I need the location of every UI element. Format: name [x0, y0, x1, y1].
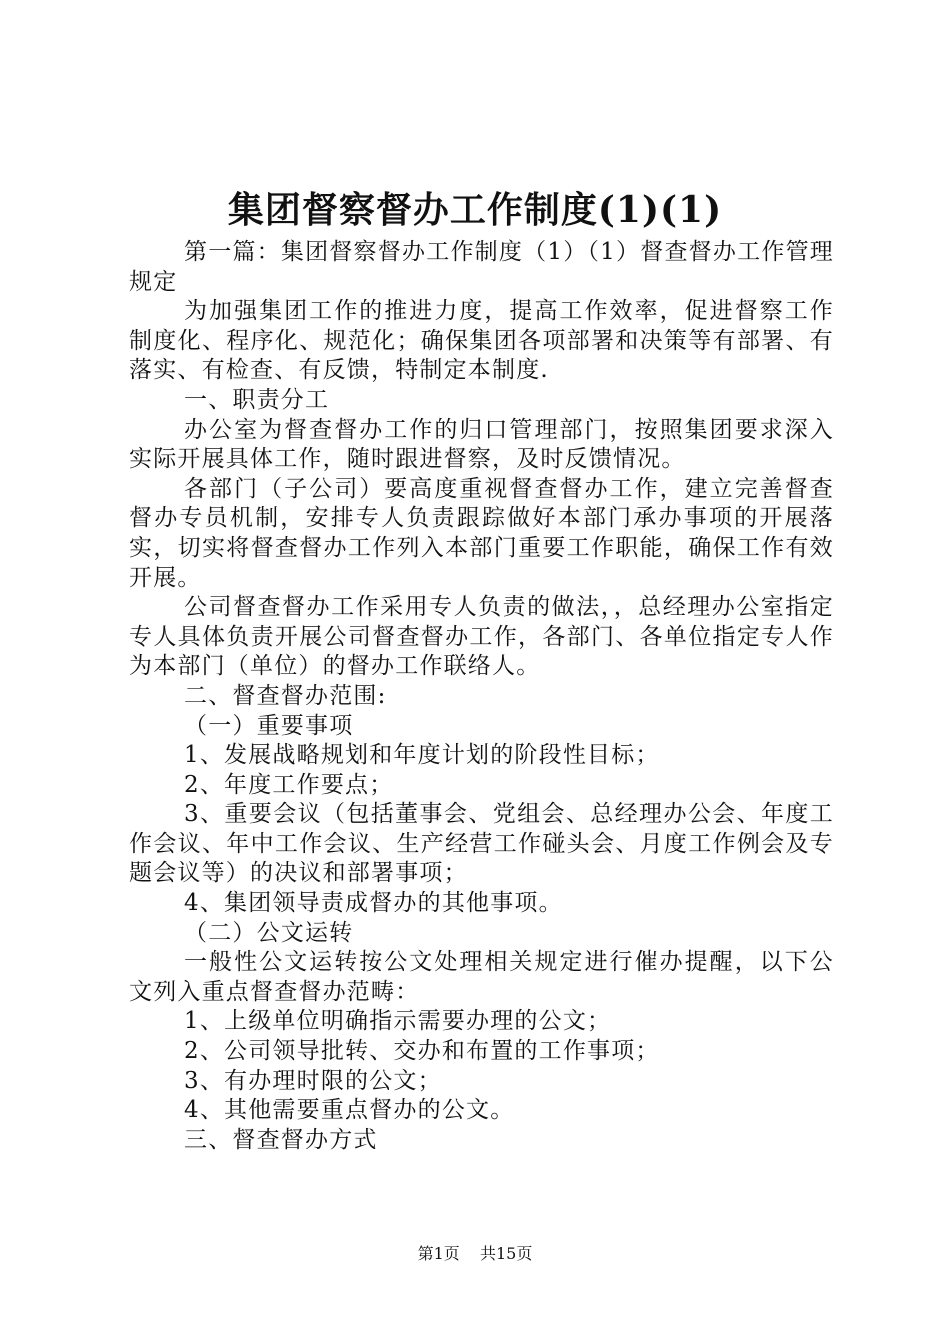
- list-item: 1、发展战略规划和年度计划的阶段性目标；: [184, 742, 660, 769]
- list-item: 4、集团领导责成督办的其他事项。: [184, 890, 563, 917]
- page-total: 共15页: [480, 1244, 533, 1263]
- document-body: [129, 238, 834, 1155]
- paragraph: 为加强集团工作的推进力度，提高工作效率，促进督察工作制度化、程序化、规范化；确保集团各项部署和决策等有部署、有落实、有检查、有反馈，特制定本制度.: [129, 298, 834, 384]
- page-number: 第1页: [417, 1244, 460, 1263]
- list-item: 3、有办理时限的公文；: [184, 1067, 442, 1094]
- section-heading: 二、督查督办范围:: [184, 682, 387, 709]
- list-item: 1、上级单位明确指示需要办理的公文；: [184, 1008, 612, 1035]
- list-item: 3、重要会议（包括董事会、党组会、总经理办公会、年度工作会议、年中工作会议、生产经营工作碰头会、月度工作例会及专题会议等）的决议和部署事项；: [129, 801, 834, 887]
- page-footer: [0, 1242, 950, 1266]
- section-heading: 三、督查督办方式: [184, 1126, 378, 1153]
- list-item: 2、年度工作要点；: [184, 771, 394, 798]
- list-item: 2、公司领导批转、交办和布置的工作事项；: [184, 1038, 660, 1065]
- paragraph: 第一篇：集团督察督办工作制度（1）（1）督查督办工作管理规定: [129, 239, 834, 295]
- subsection-heading: （一）重要事项: [184, 712, 354, 739]
- paragraph: 各部门（子公司）要高度重视督查督办工作，建立完善督查督办专员机制，安排专人负责跟踪做好本部门承办事项的开展落实，切实将督查督办工作列入本部门重要工作职能，确保工作有效开展。: [129, 475, 834, 591]
- subsection-heading: （二）公文运转: [184, 919, 354, 946]
- paragraph: 公司督查督办工作采用专人负责的做法，，总经理办公室指定专人具体负责开展公司督查督办工作，各部门、各单位指定专人作为本部门（单位）的督办工作联络人。: [129, 594, 834, 680]
- document-title: 集团督察督办工作制度(1)(1): [227, 189, 723, 231]
- section-heading: 一、职责分工: [184, 386, 330, 413]
- list-item: 4、其他需要重点督办的公文。: [184, 1097, 515, 1124]
- paragraph: 一般性公文运转按公文处理相关规定进行催办提醒，以下公文列入重点督查督办范畴：: [129, 949, 834, 1005]
- paragraph: 办公室为督查督办工作的归口管理部门，按照集团要求深入实际开展具体工作，随时跟进督察，及时反馈情况。: [129, 416, 834, 473]
